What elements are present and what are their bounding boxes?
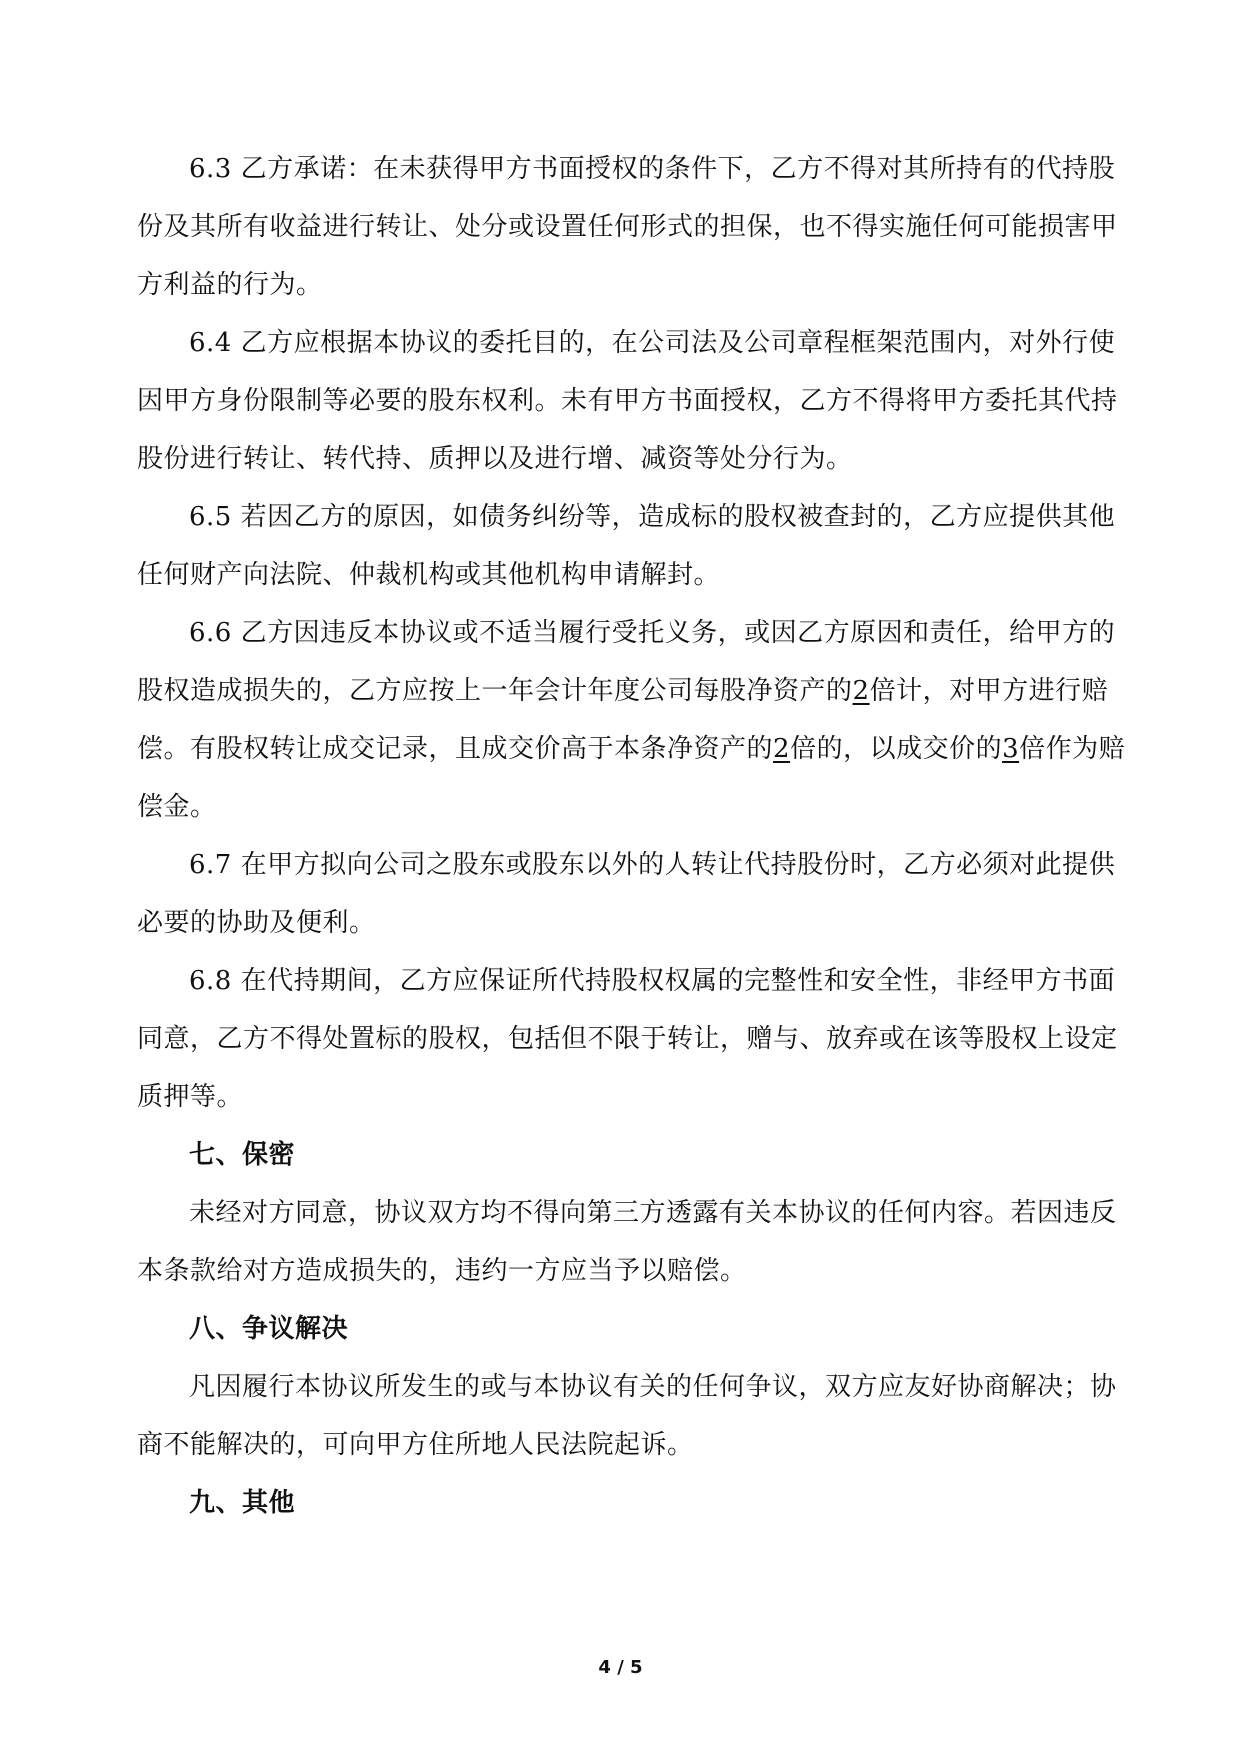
document-body [137, 140, 1127, 1532]
clause-6-6-text-3: 倍的，以成交价的 [790, 734, 1003, 764]
clause-6-8: 6.8 在代持期间，乙方应保证所代持股权权属的完整性和安全性，非经甲方书面同意，乙方不得处置标的股权，包括但不限于转让，赠与、放弃或在该等股权上设定质押等。 [137, 966, 1118, 1112]
clause-6-6-text-4: 倍作为赔偿金。 [137, 734, 1126, 822]
section-heading-other: 九、其他 [189, 1488, 296, 1518]
clause-6-6-multiplier-1: 2 [852, 676, 870, 706]
clause-6-5: 6.5 若因乙方的原因，如债务纠纷等，造成标的股权被查封的，乙方应提供其他任何财产向法院、仲裁机构或其他机构申请解封。 [137, 502, 1116, 590]
clause-6-6 [137, 604, 1127, 836]
clause-6-6-multiplier-2: 2 [773, 734, 791, 764]
clause-6-4: 6.4 乙方应根据本协议的委托目的，在公司法及公司章程框架范围内，对外行使因甲方身份限制等必要的股东权利。未有甲方书面授权，乙方不得将甲方委托其代持股份进行转让、转代持、质押以及进行增、减资等处分行为。 [137, 328, 1118, 474]
clause-6-7: 6.7 在甲方拟向公司之股东或股东以外的人转让代持股份时，乙方必须对此提供必要的协助及便利。 [137, 850, 1116, 938]
clause-6-6-text-2: 倍计，对甲方进行赔偿。有股权转让成交记录，且成交价高于本条净资产的 [137, 676, 1109, 764]
section-heading-confidentiality: 七、保密 [189, 1140, 296, 1170]
clause-6-6-text-1: 6.6 乙方因违反本协议或不适当履行受托义务，或因乙方原因和责任，给甲方的股权造成损失的，乙方应按上一年会计年度公司每股净资产的 [137, 618, 1116, 706]
clause-6-3: 6.3 乙方承诺：在未获得甲方书面授权的条件下，乙方不得对其所持有的代持股份及其所有收益进行转让、处分或设置任何形式的担保，也不得实施任何可能损害甲方利益的行为。 [137, 154, 1118, 300]
confidentiality-text: 未经对方同意，协议双方均不得向第三方透露有关本协议的任何内容。若因违反本条款给对方造成损失的，违约一方应当予以赔偿。 [137, 1198, 1117, 1286]
section-heading-dispute-resolution: 八、争议解决 [189, 1314, 349, 1344]
dispute-resolution-text: 凡因履行本协议所发生的或与本协议有关的任何争议，双方应友好协商解决；协商不能解决的，可向甲方住所地人民法院起诉。 [137, 1372, 1117, 1460]
page-number: 4 / 5 [598, 1657, 643, 1678]
clause-6-6-multiplier-3: 3 [1002, 734, 1020, 764]
